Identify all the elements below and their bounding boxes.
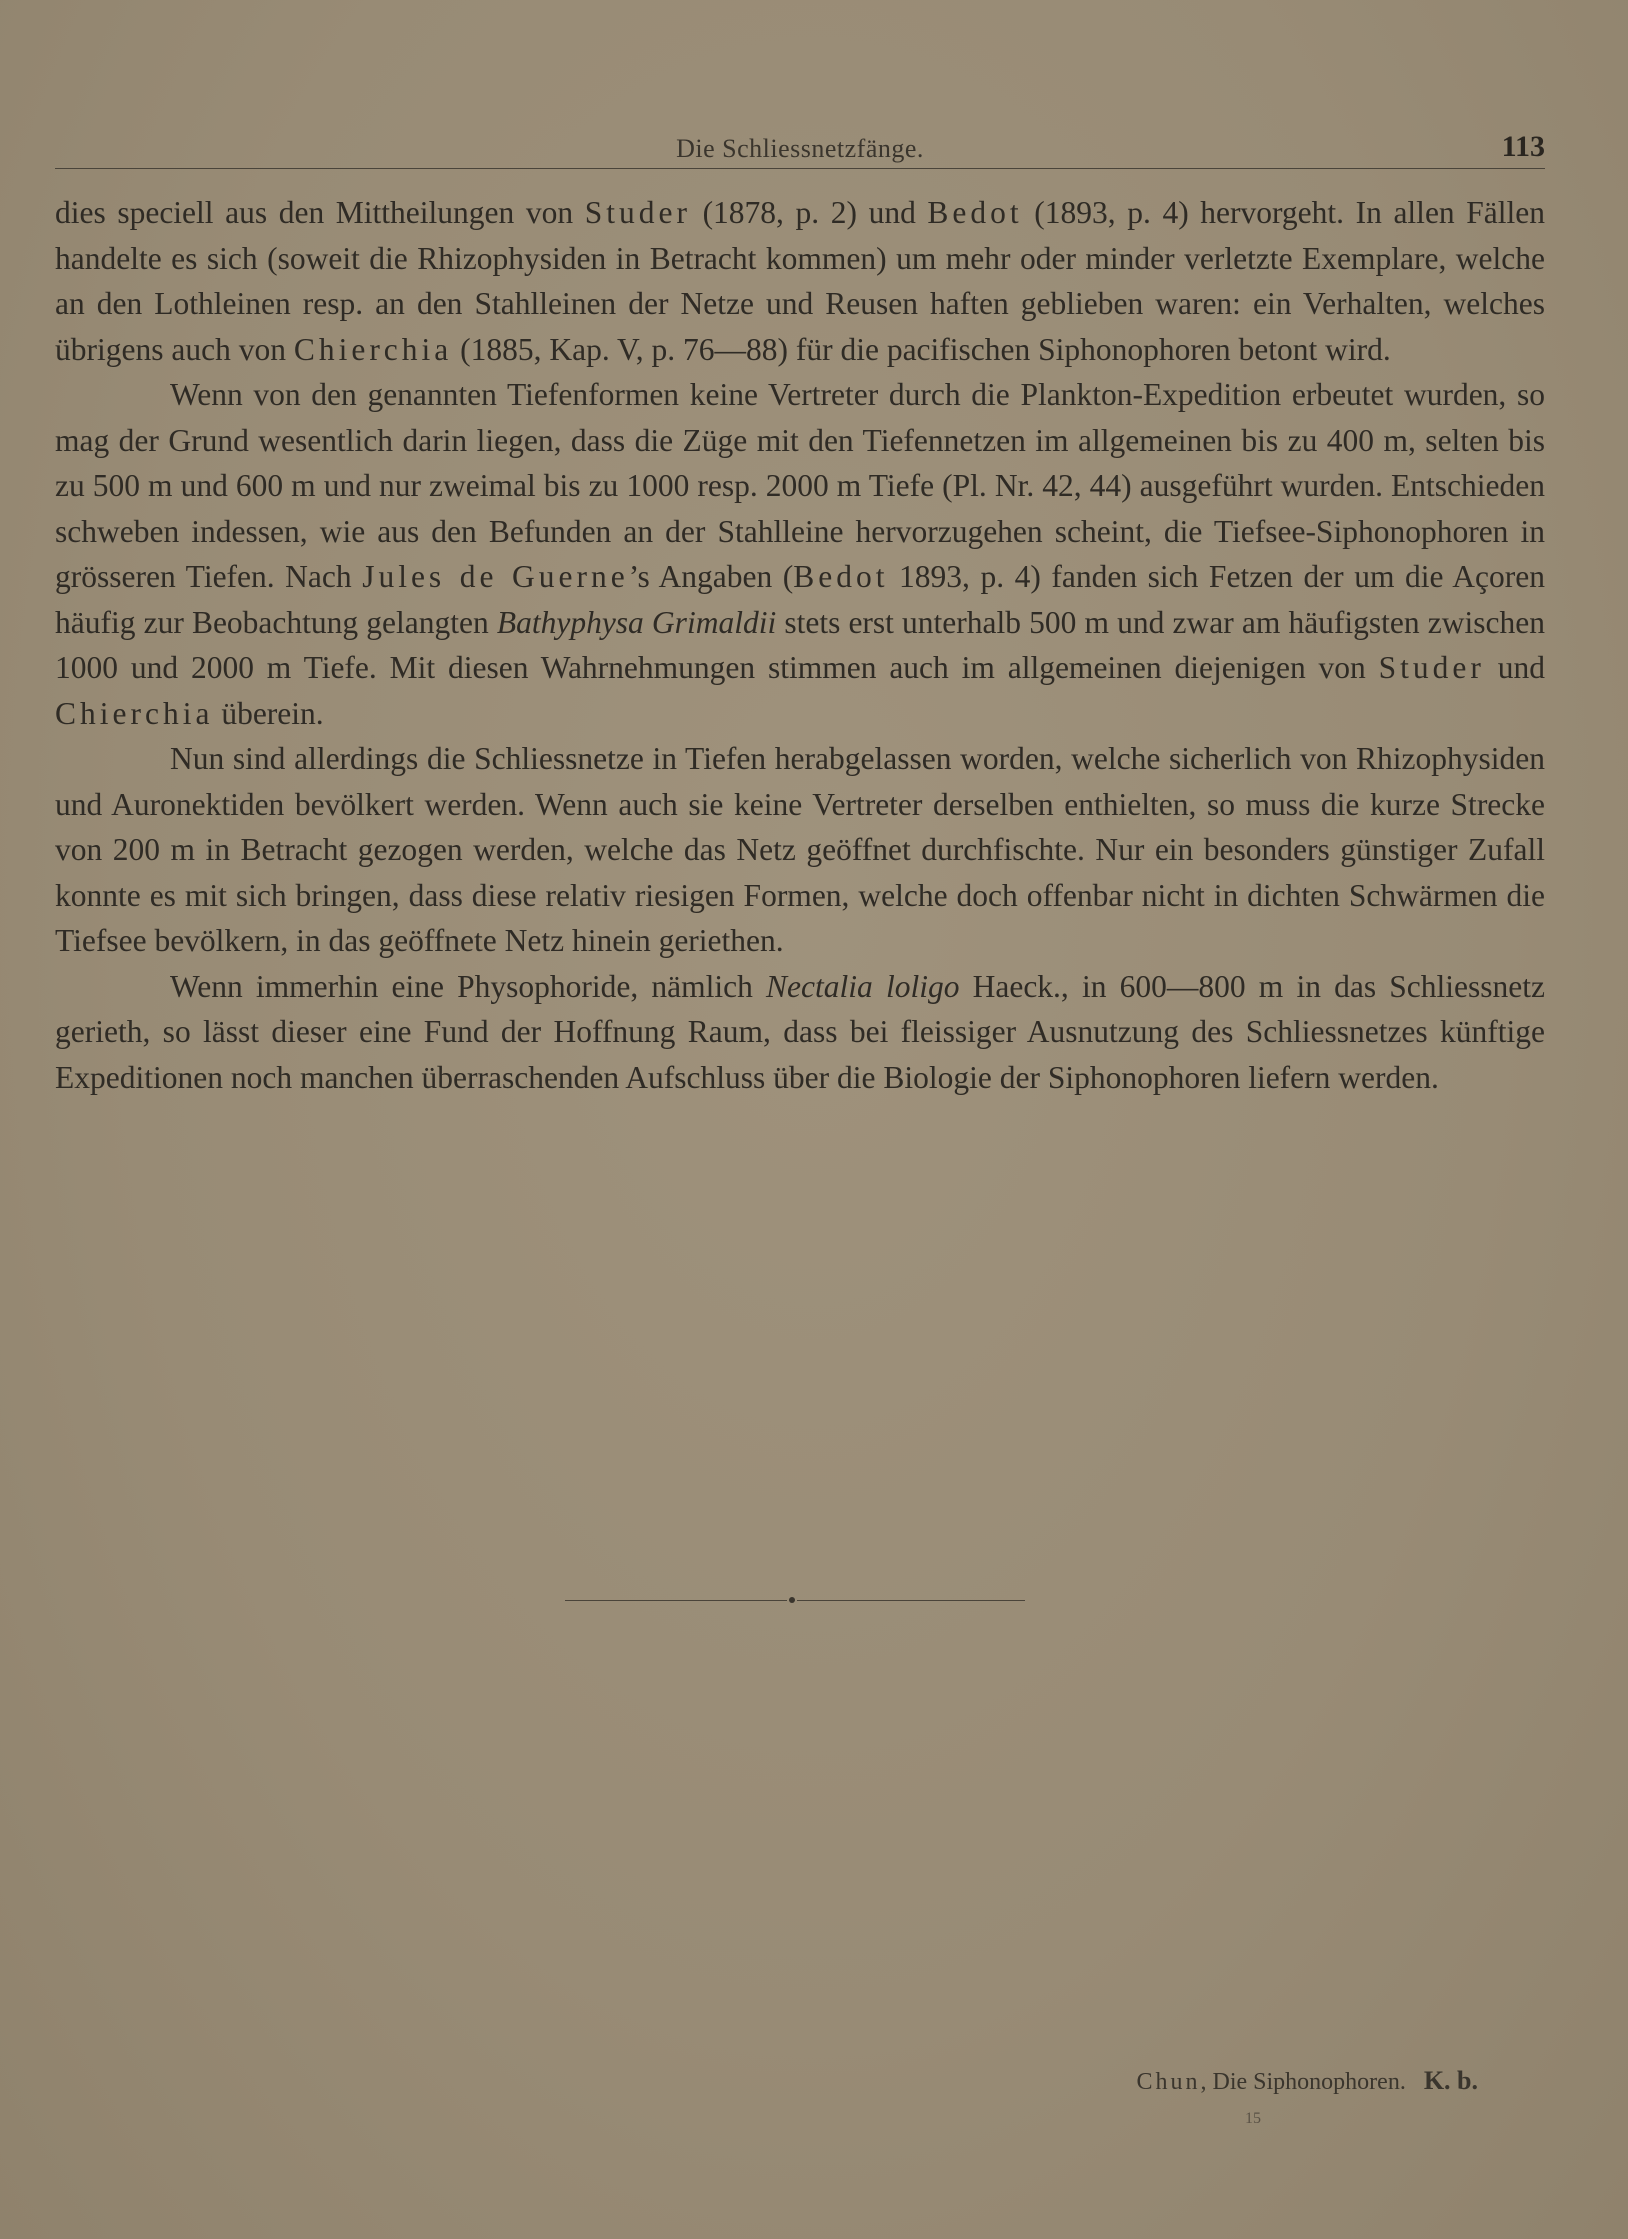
italic-term: Nectalia loligo xyxy=(766,968,960,1004)
text-run: Wenn von den genannten Tiefenformen keine Vertreter durch die Plankton-Expedition erbeutet wurden, so mag der Grund wesentlich darin liegen, dass die Züge mit den Tiefennetzen im allgemeinen bis zu 400 m, selten bis zu 500 m und 600 m und nur zweimal bis zu 1000 resp. 2000 m Tiefe (Pl. Nr. 42, 44) ausgeführt wurden. Entschieden schweben indessen, wie aus den Befunden an der Stahlleine hervorzugehen scheint, die Tiefsee-Siphonophoren in grösseren Tiefen. Nach xyxy=(55,377,1545,594)
text-run: Nun sind allerdings die Schliessnetze in Tiefen herabgelassen worden, welche sicherlich von Rhizophysiden und Auronektiden bevölkert werden. Wenn auch sie keine Vertreter derselben enthielten, so muss die kurze Strecke von 200 m in Betracht gezogen werden, welche das Netz geöffnet durchfischte. Nur ein besonders günstiger Zufall konnte es mit sich bringen, dass diese relativ riesigen Formen, welche doch offenbar nicht in dichten Schwärmen die Tiefsee bevölkern, in das geöffnete Netz hinein geriethen. xyxy=(55,741,1545,958)
paragraph xyxy=(55,736,1545,964)
spaced-name: Chierchia xyxy=(293,331,453,367)
text-run: Haeck., in 600—800 m in das Schliessnetz gerieth, so lässt dieser eine Fund der Hoffnung Raum, dass bei fleissiger Ausnutzung des Schliessnetzes künftige Expeditionen noch manchen überraschenden Aufschluss über die Biologie der Siphonophoren liefern werden. xyxy=(55,968,1545,1095)
ornament-dot xyxy=(789,1597,795,1603)
text-run: Wenn immerhin eine Physophoride, nämlich xyxy=(170,968,767,1004)
text-run: stets erst unterhalb 500 m und zwar am häufigsten zwischen 1000 und 2000 m Tiefe. Mit diesen Wahrnehmungen stimmen auch im allgemeinen diejenigen von xyxy=(55,604,1545,685)
text-run: dies speciell aus den Mittheilungen von xyxy=(55,195,585,230)
header-rule xyxy=(55,168,1545,169)
text-run: überein. xyxy=(213,695,324,731)
text-run: und xyxy=(1484,650,1545,685)
text-run: (1885, Kap. V, p. 76—88) für die pacifischen Siphonophoren betont wird. xyxy=(452,331,1391,367)
italic-term: Bathyphysa Grimaldii xyxy=(496,604,777,640)
text-run: (1878, p. 2) und xyxy=(690,195,928,230)
text-run: 1893, p. 4) fanden sich Fetzen der um die Açoren häufig zur Beobachtung gelangten xyxy=(55,559,1545,640)
end-ornament xyxy=(565,1596,1025,1606)
running-header xyxy=(55,130,1545,170)
spaced-name: Studer xyxy=(1378,650,1485,685)
text-run: (1893, p. 4) hervorgeht. In allen Fällen handelte es sich (soweit die Rhizophysiden in Betracht kommen) um mehr oder minder verletzte Exemplare, welche an den Lothleinen resp. an den Stahlleinen der Netze und Reusen haften geblieben waren: ein Verhalten, welches übrigens auch von xyxy=(55,195,1545,367)
ornament-line-right xyxy=(797,1600,1025,1601)
spaced-name: Studer xyxy=(584,195,691,230)
footer-author: Chun xyxy=(1136,2069,1201,2095)
spaced-name: Chierchia xyxy=(55,695,214,731)
spaced-name: Jules de Guerne xyxy=(362,559,629,594)
page-number: 113 xyxy=(1501,130,1545,163)
spaced-name: Bedot xyxy=(793,559,889,594)
footer-book: , Die Siphonophoren. xyxy=(1200,2069,1406,2095)
running-title: Die Schliessnetzfänge. xyxy=(676,134,924,163)
paragraph xyxy=(55,190,1545,372)
body-text xyxy=(55,190,1545,1100)
spaced-name: Bedot xyxy=(927,195,1023,230)
text-run: ’s Angaben ( xyxy=(628,559,794,594)
paragraph xyxy=(55,964,1545,1101)
footer-signature xyxy=(1136,2066,1478,2096)
paragraph xyxy=(55,372,1545,736)
footer-number: 15 xyxy=(1245,2110,1261,2127)
ornament-line-left xyxy=(565,1600,787,1601)
footer-sheet-mark: K. b. xyxy=(1423,2066,1478,2095)
